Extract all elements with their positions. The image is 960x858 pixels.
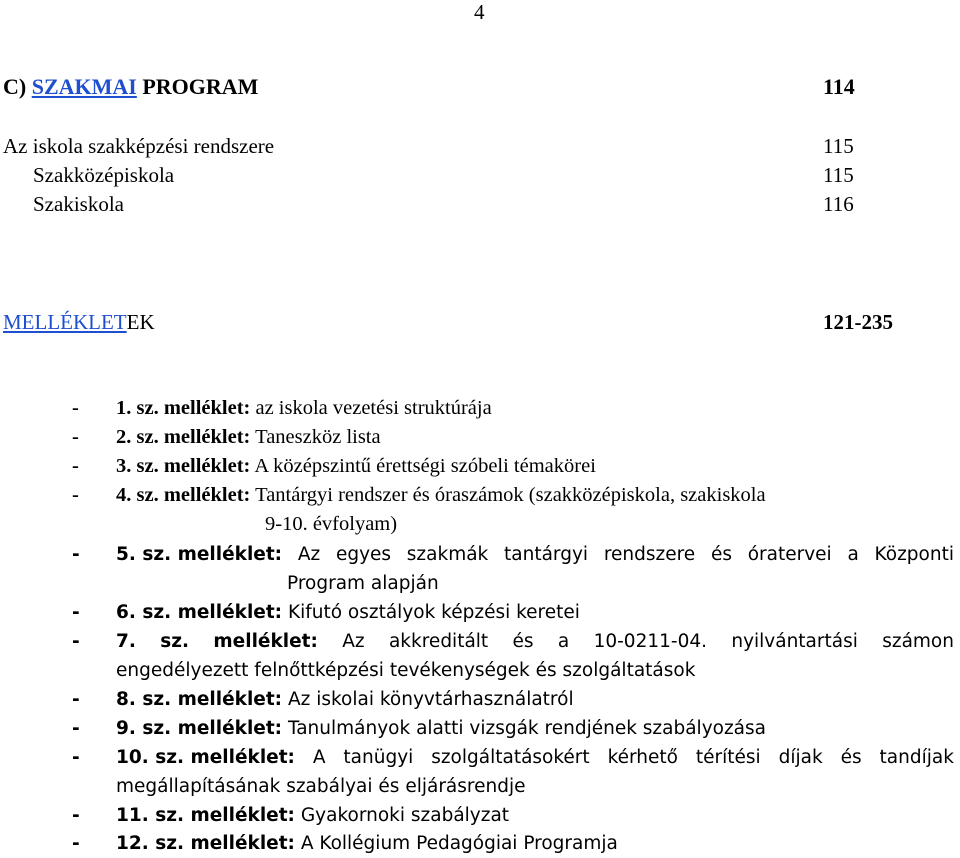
annex-title-word: kérhető bbox=[607, 747, 678, 768]
annex-title: az iskola vezetési struktúrája bbox=[250, 397, 492, 419]
annex-title-word: díjak bbox=[778, 747, 823, 768]
annex-number: 4. sz. melléklet: bbox=[116, 484, 251, 506]
annex-title-word: 10-0211-04. bbox=[593, 631, 707, 652]
list-dash: - bbox=[72, 602, 80, 623]
annex-title-word: Az bbox=[297, 544, 321, 565]
section-c-link[interactable]: SZAKMAI bbox=[31, 74, 137, 99]
annex-title-word: a bbox=[557, 631, 570, 652]
annex-title-word: és bbox=[512, 631, 534, 652]
list-dash: - bbox=[72, 544, 80, 565]
toc-entry-page: 116 bbox=[823, 192, 854, 216]
annex-title: Az iskolai könyvtárhasználatról bbox=[282, 689, 574, 710]
annex-title-word: akkreditált bbox=[388, 631, 489, 652]
annex-title-word: A bbox=[312, 747, 326, 768]
annex-title-word: és bbox=[710, 544, 732, 565]
list-dash: - bbox=[72, 631, 80, 652]
list-dash: - bbox=[72, 805, 80, 826]
annex-number: 11. sz. melléklet: bbox=[116, 805, 295, 826]
annex-title-word: tantárgyi bbox=[504, 544, 589, 565]
list-dash: - bbox=[72, 484, 79, 506]
list-dash: - bbox=[72, 747, 80, 768]
annex-number: 5. sz. melléklet: bbox=[116, 544, 283, 565]
annex-number: 8. sz. melléklet: bbox=[116, 689, 283, 710]
toc-entry-page: 115 bbox=[823, 163, 854, 187]
section-c-page: 114 bbox=[823, 74, 855, 99]
annex-number-word: sz. bbox=[160, 631, 190, 652]
annexes-rest: EK bbox=[126, 310, 155, 334]
annex-number: 9. sz. melléklet: bbox=[116, 718, 283, 739]
list-dash: - bbox=[72, 455, 79, 477]
section-c-heading bbox=[3, 74, 258, 100]
annex-title-continuation: engedélyezett felnőttképzési tevékenységek és szolgáltatások bbox=[116, 660, 696, 681]
annex-title: A középszintű érettségi szóbeli témakörei bbox=[250, 455, 596, 477]
annex-title-word: térítési bbox=[695, 747, 761, 768]
annex-number-word: 7. bbox=[116, 631, 136, 652]
annex-title: Taneszköz lista bbox=[250, 426, 381, 448]
annex-title-word: Az bbox=[342, 631, 365, 652]
toc-entry-label: Szakközépiskola bbox=[33, 163, 175, 187]
annex-title-continuation: Program alapján bbox=[287, 573, 439, 594]
annexes-pages: 121-235 bbox=[823, 310, 893, 334]
list-dash: - bbox=[72, 397, 79, 419]
annex-title-word: szolgáltatásokért bbox=[431, 747, 590, 768]
annex-title-word: a bbox=[847, 544, 859, 565]
section-c-prefix: C) bbox=[3, 74, 32, 99]
annex-number-word: melléklet: bbox=[213, 631, 318, 652]
annex-title-word: szakmák bbox=[406, 544, 489, 565]
annex-number: 2. sz. melléklet: bbox=[116, 426, 251, 448]
section-c-rest: PROGRAM bbox=[136, 74, 259, 99]
annex-number: 3. sz. melléklet: bbox=[116, 455, 251, 477]
annex-title: A Kollégium Pedagógiai Programja bbox=[294, 833, 618, 854]
annex-title-word: óratervei bbox=[747, 544, 832, 565]
list-dash: - bbox=[72, 689, 80, 710]
annex-title-word: és bbox=[840, 747, 862, 768]
annexes-heading bbox=[3, 309, 155, 335]
toc-entry-label: Az iskola szakképzési rendszere bbox=[3, 134, 275, 158]
annex-title-continuation: megállapításának szabályai és eljárásrendje bbox=[116, 776, 526, 797]
toc-entry-page: 115 bbox=[823, 134, 854, 158]
annexes-link[interactable]: MELLÉKLET bbox=[3, 310, 127, 334]
annex-title: Gyakornoki szabályzat bbox=[294, 805, 510, 826]
annex-title-word: Központi bbox=[874, 544, 954, 565]
list-dash: - bbox=[72, 426, 79, 448]
annex-number: 10. sz. melléklet: bbox=[116, 747, 295, 768]
annex-title: Tanulmányok alatti vizsgák rendjének szabályozása bbox=[282, 718, 766, 739]
annex-title-word: tandíjak bbox=[879, 747, 954, 768]
annex-title-word: rendszere bbox=[603, 544, 696, 565]
annex-title-word: tanügyi bbox=[343, 747, 414, 768]
annex-title-continuation: 9-10. évfolyam) bbox=[265, 513, 398, 535]
page-number: 4 bbox=[474, 0, 485, 24]
annex-title: Kifutó osztályok képzési keretei bbox=[282, 602, 580, 623]
annex-number: 6. sz. melléklet: bbox=[116, 602, 283, 623]
annex-title-word: számon bbox=[882, 631, 954, 652]
annex-title: Tantárgyi rendszer és óraszámok (szakközépiskola, szakiskola bbox=[250, 484, 766, 506]
annex-number: 1. sz. melléklet: bbox=[116, 397, 251, 419]
annex-number: 12. sz. melléklet: bbox=[116, 833, 295, 854]
list-dash: - bbox=[72, 718, 80, 739]
list-dash: - bbox=[72, 833, 80, 854]
toc-entry-label: Szakiskola bbox=[33, 192, 124, 216]
annex-title-word: nyilvántartási bbox=[731, 631, 858, 652]
annex-title-word: egyes bbox=[335, 544, 392, 565]
